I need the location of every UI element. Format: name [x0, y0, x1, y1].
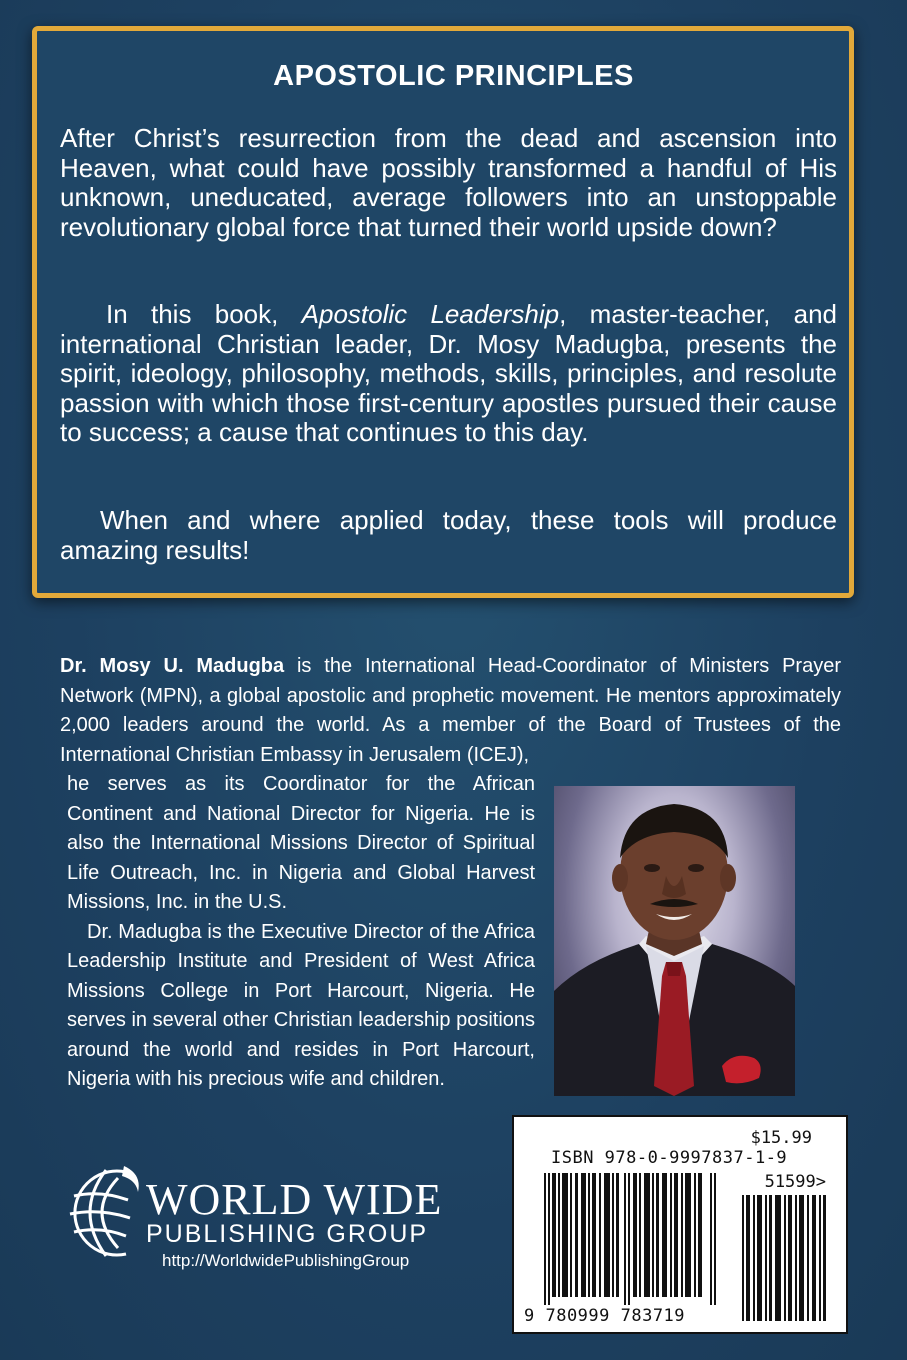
book-title-italic: Apostolic Leadership [301, 299, 560, 329]
author-name: Dr. Mosy U. Madugba [60, 655, 285, 677]
publisher-name: WORLD WIDE [146, 1175, 443, 1224]
author-bio-column [67, 770, 535, 1095]
author-bio-intro-text: is the International Head-Coordinator of Ministers Prayer Network (MPN), a global apostolic and prophetic movement. He mentors approximately 2,000 leaders around the world. As a member of the Board of Trustees of the International Christian Embassy in Jerusalem (ICEJ), [60, 655, 841, 766]
summary-title: APOSTOLIC PRINCIPLES [273, 60, 634, 92]
ean-number: 9 780999 783719 [524, 1306, 686, 1326]
author-bio-paragraph-1: he serves as its Coordinator for the African Continent and National Director for Nigeria. He is also the International Missions Director of Spiritual Life Outreach, Inc. in Nigeria and Global Harvest Missions, Inc. in the U.S. [67, 773, 535, 913]
summary-paragraph-1: After Christ’s resurrection from the dead and ascension into Heaven, what could have possibly transformed a handful of His unknown, uneducated, average followers into an unstoppable revolutionary global force that turned their world upside down? [60, 123, 837, 242]
isbn-number: ISBN 978-0-9997837-1-9 [551, 1148, 788, 1168]
price-barcode-bars [742, 1195, 826, 1321]
summary-paragraph-2-rest: , master-teacher, and international Christian leader, Dr. Mosy Madugba, presents the spirit, ideology, philosophy, methods, skills, principles, and resolute passion with which those first-century apostles pursued their cause to success; a cause that continues to this day. [60, 299, 837, 447]
summary-paragraph-2-lead: In this book, [106, 299, 302, 329]
summary-paragraph-2 [60, 300, 837, 448]
price-label: $15.99 [750, 1128, 812, 1148]
author-bio-paragraph-2: Dr. Madugba is the Executive Director of the Africa Leadership Institute and President of West Africa Missions College in Port Harcourt, Nigeria. He serves in several other Christian leadership positions around the world and resides in Port Harcourt, Nigeria with his precious wife and children. [67, 920, 536, 1090]
publisher-url: http://WorldwidePublishingGroup [162, 1251, 410, 1270]
summary-paragraph-3: When and where applied today, these tools will produce amazing results! [60, 505, 837, 565]
isbn-barcode-box [512, 1115, 848, 1334]
ean-barcode-bars [544, 1173, 716, 1305]
publisher-logo [66, 1160, 466, 1280]
publisher-subtitle: PUBLISHING GROUP [146, 1220, 429, 1248]
author-bio-intro [60, 652, 841, 770]
author-portrait-illustration [554, 786, 795, 1096]
author-photo [554, 786, 795, 1096]
price-code: 51599> [764, 1172, 826, 1192]
globe-icon [66, 1162, 146, 1262]
